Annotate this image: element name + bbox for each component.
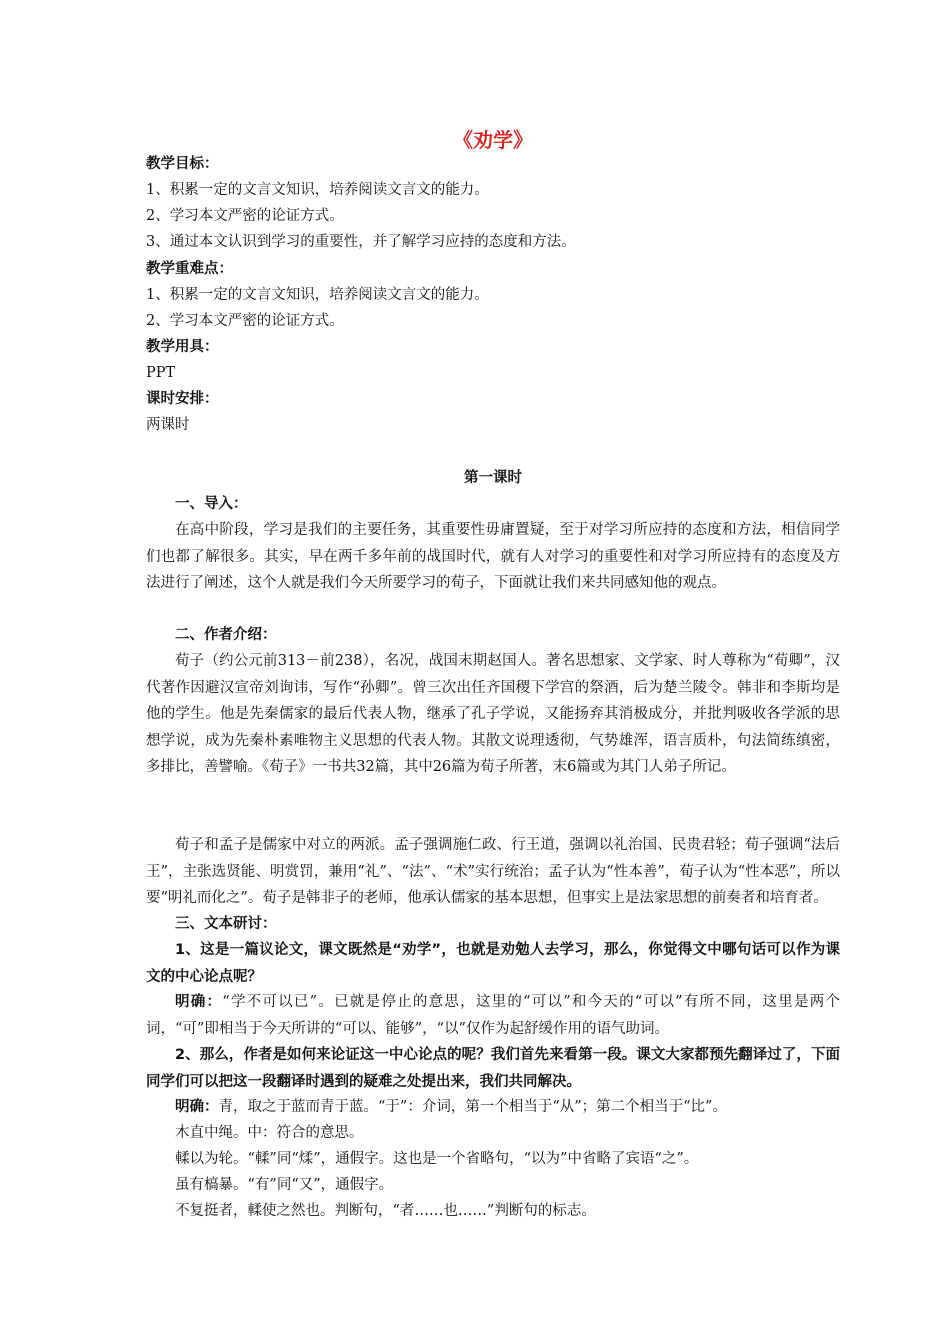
answer-1-label: 明确： [175, 994, 223, 1010]
author-paragraph-2: 荀子和孟子是儒家中对立的两派。孟子强调施仁政、行王道，强调以礼治国、民贵君轻；荀子强调“法后王”，主张选贤能、明赏罚，兼用“礼”、“法”、“术”实行统治；孟子认为“性本善”，荀子认为“性本恶”，所以要“明礼而化之”。荀子是韩非子的老师，他承认儒家的基本思想，但事实上是法家思想的前奏者和培育者。 [146, 837, 840, 906]
key-points-heading: 教学重难点： [146, 261, 233, 277]
note-line: 不复挺者，輮使之然也。判断句，“者……也……”判断句的标志。 [175, 1203, 596, 1219]
answer-1 [146, 989, 840, 1042]
schedule-heading: 课时安排： [146, 391, 219, 407]
note-line: 木直中绳。中：符合的意思。 [175, 1125, 364, 1141]
answer-2 [146, 1094, 840, 1121]
objective-item: 3、通过本文认识到学习的重要性，并了解学习应持的态度和方法。 [146, 234, 576, 250]
answer-2-text: 青，取之于蓝而青于蓝。“于”：介词，第一个相当于“从”；第二个相当于“比”。 [218, 1099, 727, 1115]
answer-1-text: “学不可以已”。已就是停止的意思，这里的“可以”和今天的“可以”有所不同，这里是两个词，“可”即相当于今天所讲的“可以、能够”，“以”仅作为起舒缓作用的语气助词。 [146, 994, 841, 1037]
answer-2-label: 明确： [175, 1099, 219, 1115]
objectives-heading: 教学目标： [146, 156, 219, 172]
intro-heading: 一、导入： [175, 496, 248, 512]
objective-item: 1、积累一定的文言文知识，培养阅读文言文的能力。 [146, 182, 489, 198]
tools-value: PPT [146, 365, 176, 381]
schedule-value: 两课时 [146, 417, 190, 433]
author-paragraph-1: 荀子（约公元前313－前238），名况，战国末期赵国人。著名思想家、文学家、时人尊称为“荀卿”，汉代著作因避汉宣帝刘询讳，写作“孙卿”。曾三次出任齐国稷下学宫的祭酒，后为楚兰陵令。韩非和李斯均是他的学生。他是先秦儒家的最后代表人物，继承了孔子学说，又能扬弃其消极成分，并批判吸收各学派的思想学说，成为先秦朴素唯物主义思想的代表人物。其散文说理透彻，气势雄浑，语言质朴，句法简练缜密，多排比，善譬喻。《荀子》一书共32篇，其中26篇为荀子所著，末6篇或为其门人弟子所记。 [146, 653, 840, 775]
author-heading: 二、作者介绍： [175, 627, 277, 643]
key-point-item: 2、学习本文严密的论证方式。 [146, 313, 344, 329]
key-point-item: 1、积累一定的文言文知识，培养阅读文言文的能力。 [146, 287, 489, 303]
objective-item: 2、学习本文严密的论证方式。 [146, 208, 344, 224]
note-line: 虽有槁暴。“有”同“又”，通假字。 [175, 1177, 394, 1193]
note-line: 輮以为轮。“輮”同“煣”，通假字。这也是一个省略句，“以为”中省略了宾语“之”。 [175, 1151, 699, 1167]
study-heading: 三、文本研讨： [175, 916, 277, 932]
intro-paragraph: 在高中阶段，学习是我们的主要任务，其重要性毋庸置疑，至于对学习所应持的态度和方法，相信同学们也都了解很多。其实，早在两千多年前的战国时代，就有人对学习的重要性和对学习所应持有的态度及方法进行了阐述，这个人就是我们今天所要学习的荀子，下面就让我们来共同感知他的观点。 [146, 522, 840, 591]
question-1: 1、这是一篇议论文，课文既然是“劝学”，也就是劝勉人去学习，那么，你觉得文中哪句话可以作为课文的中心论点呢？ [146, 942, 840, 985]
question-2: 2、那么，作者是如何来论证这一中心论点的呢？我们首先来看第一段。课文大家都预先翻译过了，下面同学们可以把这一段翻译时遇到的疑难之处提出来，我们共同解决。 [146, 1047, 840, 1090]
lesson-title: 第一课时 [464, 470, 522, 486]
document-title: 《劝学》 [453, 128, 533, 152]
tools-heading: 教学用具： [146, 339, 219, 355]
